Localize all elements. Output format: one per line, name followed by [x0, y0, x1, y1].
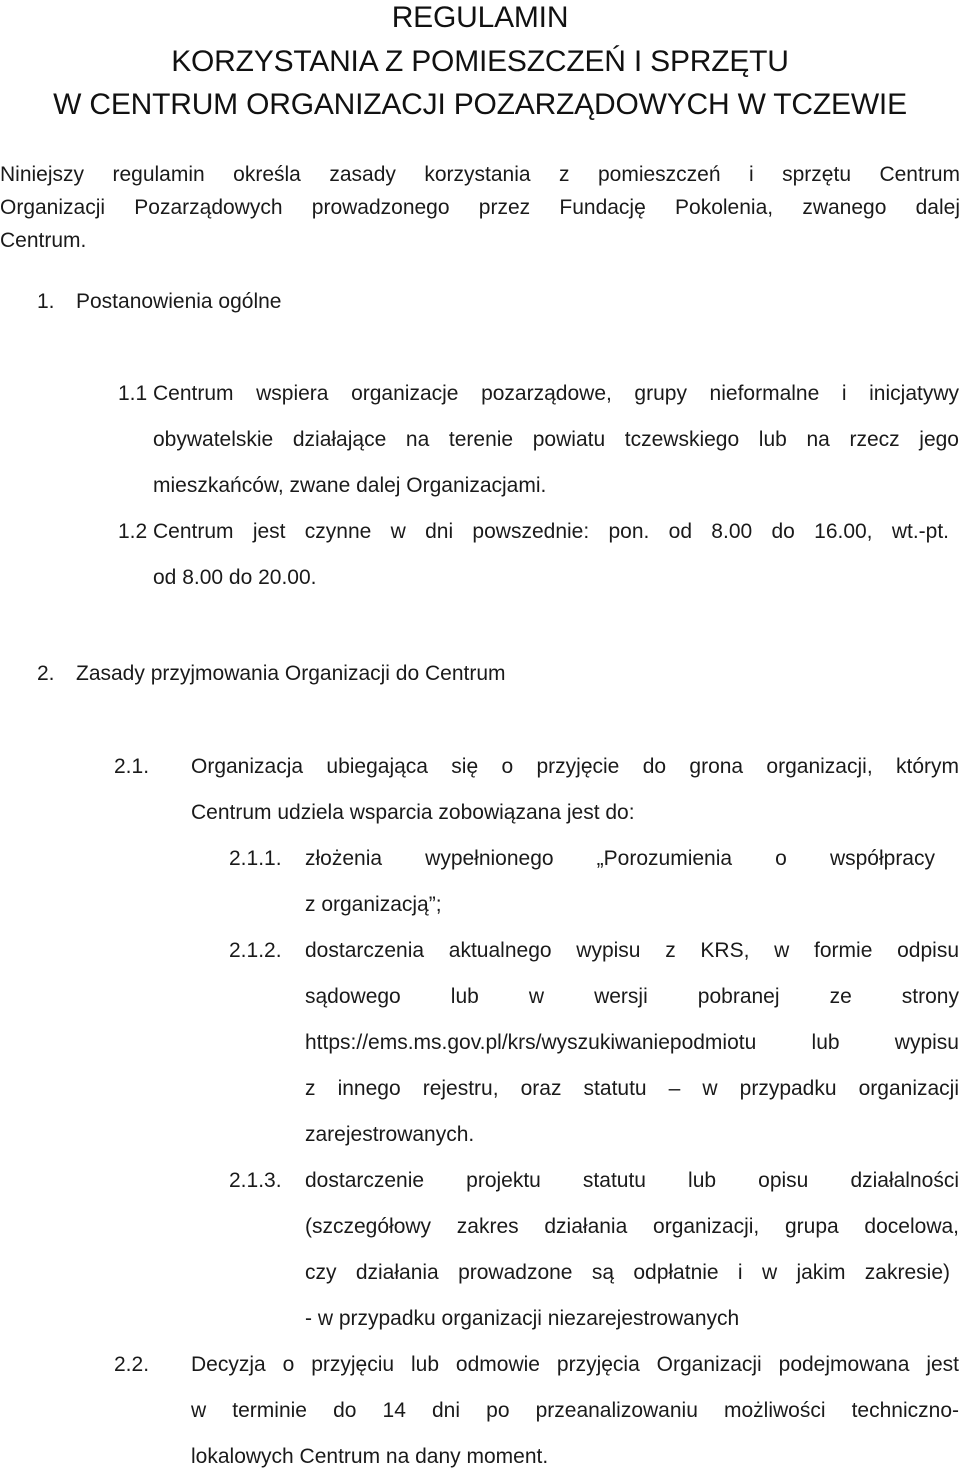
item-1-2-number: 1.2 [118, 520, 148, 543]
item-2-1-3-line-3: czy działania prowadzone są odpłatnie i w jakim zakresie) [305, 1261, 950, 1284]
item-1-1-line-2: obywatelskie działające na terenie powiatu tczewskiego lub na rzecz jego [153, 428, 959, 451]
item-2-1-3-line-1: dostarczenie projektu statutu lub opisu działalności [305, 1169, 959, 1192]
item-2-1-3-line-2: (szczegółowy zakres działania organizacji, grupa docelowa, [305, 1215, 959, 1238]
item-2-1-2-line-4: z innego rejestru, oraz statutu – w przypadku organizacji [305, 1077, 959, 1100]
item-2-1-2-line-2: sądowego lub w wersji pobranej ze strony [305, 985, 959, 1008]
item-2-2-line-3: lokalowych Centrum na dany moment. [191, 1445, 549, 1468]
document-title-line-3: W CENTRUM ORGANIZACJI POZARZĄDOWYCH W TCZEWIE [53, 88, 907, 121]
item-2-1-line-1: Organizacja ubiegająca się o przyjęcie do grona organizacji, którym [191, 755, 959, 778]
intro-line-1: Niniejszy regulamin określa zasady korzystania z pomieszczeń i sprzętu Centrum [0, 163, 960, 186]
document-title-line-2: KORZYSTANIA Z POMIESZCZEŃ I SPRZĘTU [171, 45, 789, 78]
document-title-line-1: REGULAMIN [391, 1, 569, 34]
section-1-number: 1. [37, 290, 55, 313]
item-1-1-line-1: Centrum wspiera organizacje pozarządowe, grupy nieformalne i inicjatywy [153, 382, 959, 405]
item-2-1-1-number: 2.1.1. [229, 847, 282, 870]
item-2-1-2-line-1: dostarczenia aktualnego wypisu z KRS, w formie odpisu [305, 939, 959, 962]
item-2-1-number: 2.1. [114, 755, 150, 778]
item-2-1-1-line-2: z organizacją”; [305, 893, 442, 916]
item-2-1-1-line-1: złożenia wypełnionego „Porozumienia o współpracy [305, 847, 935, 870]
item-1-2-line-2: od 8.00 do 20.00. [153, 566, 317, 589]
item-2-2-line-1: Decyzja o przyjęciu lub odmowie przyjęcia Organizacji podejmowana jest [191, 1353, 959, 1376]
item-2-2-line-2: w terminie do 14 dni po przeanalizowaniu możliwości techniczno- [191, 1399, 959, 1422]
item-1-2-line-1: Centrum jest czynne w dni powszednie: pon. od 8.00 do 16.00, wt.-pt. [153, 520, 949, 543]
item-1-1-number: 1.1 [118, 382, 148, 405]
item-2-1-3-line-4: - w przypadku organizacji niezarejestrowanych [305, 1307, 740, 1330]
intro-line-2: Organizacji Pozarządowych prowadzonego przez Fundację Pokolenia, zwanego dalej [0, 196, 960, 219]
item-2-1-3-number: 2.1.3. [229, 1169, 282, 1192]
item-2-1-2-line-5: zarejestrowanych. [305, 1123, 475, 1146]
section-2-number: 2. [37, 662, 55, 685]
item-1-1-line-3: mieszkańców, zwane dalej Organizacjami. [153, 474, 547, 497]
item-2-2-number: 2.2. [114, 1353, 150, 1376]
item-2-1-2-number: 2.1.2. [229, 939, 282, 962]
section-1-heading: Postanowienia ogólne [76, 290, 282, 313]
section-2-heading: Zasady przyjmowania Organizacji do Centrum [76, 662, 506, 685]
item-2-1-2-line-3: https://ems.ms.gov.pl/krs/wyszukiwaniepodmiotu lub wypisu [305, 1031, 959, 1054]
item-2-1-line-2: Centrum udziela wsparcia zobowiązana jest do: [191, 801, 635, 824]
intro-line-3: Centrum. [0, 229, 87, 252]
